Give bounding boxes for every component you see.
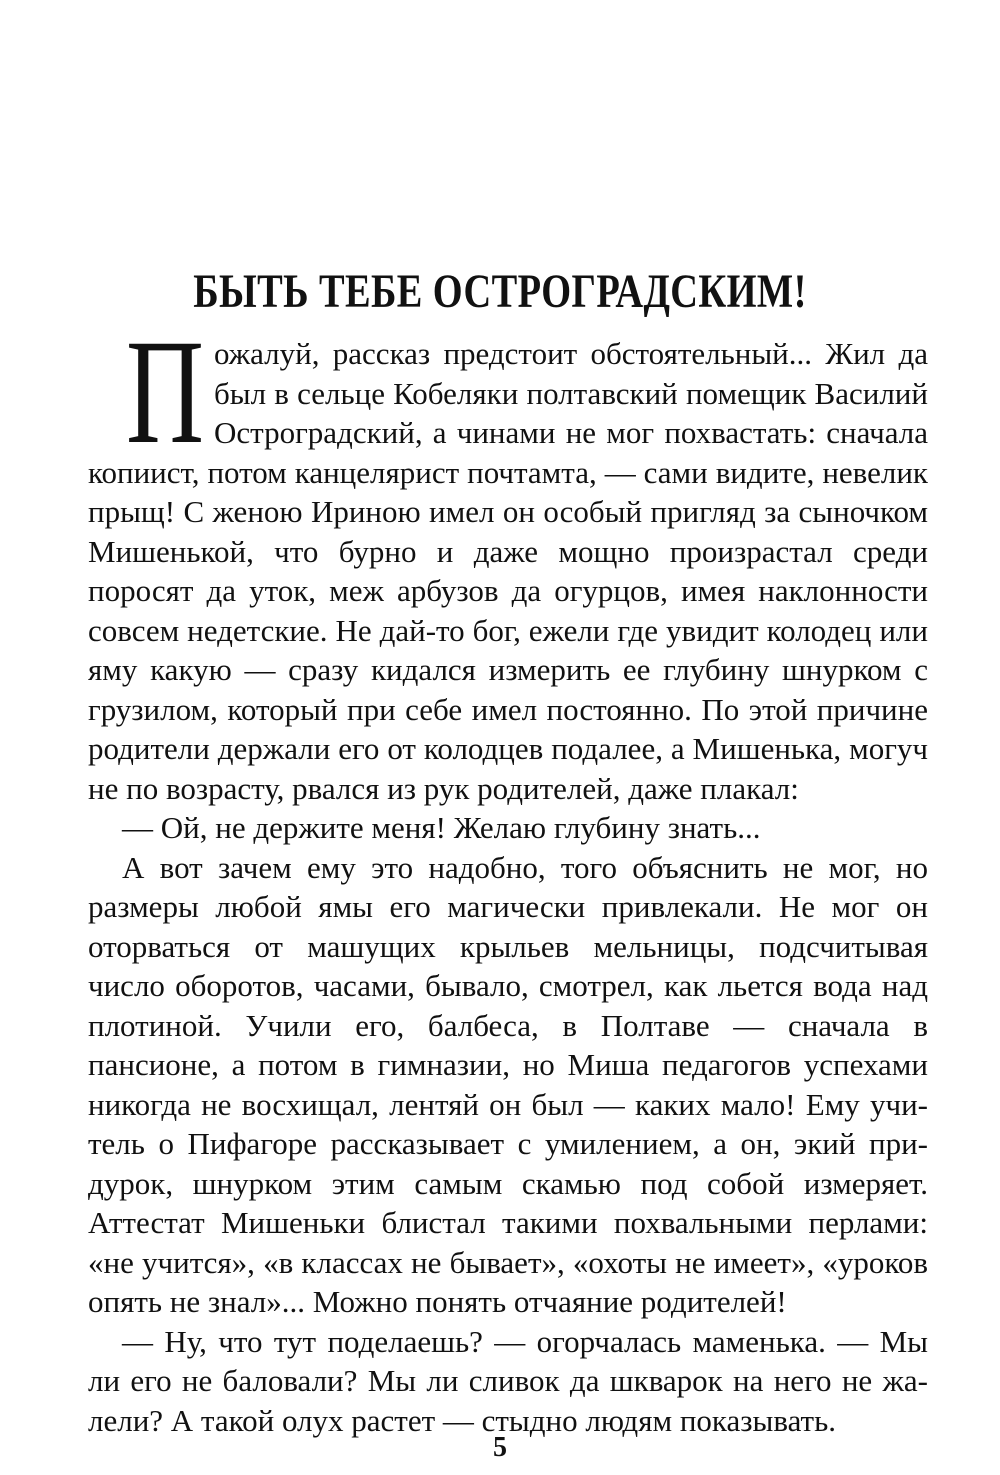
paragraph-2: — Ой, не держите меня! Желаю глубину знать... — [122, 810, 761, 845]
body-text — [88, 309, 928, 1440]
paragraph-1 — [88, 309, 928, 808]
paragraph-1-text: ожалуй, рассказ предстоит обстоятельный... Жил да был в сельце Кобеляки полтавский помещик Василий Остроградский, а чинами не мог похвастать: сначала копиист, потом канцелярист почтамта, — сами видите, невелик прыщ! С женою Ириною имел он особый пригляд за сыночком Мишенькой, что бурно и даже мощно произрастал среди поросят да уток, меж арбузов да огурцов, имея наклонности совсем недетские. Не дай-то бог, ежели где увидит колодец или яму какую — сразу кидался измерить ее глубину шнурком с грузилом, который при себе имел постоянно. По этой причине родители держали его от колодцев подалее, а Мишенька, могуч не по возрасту, рвался из рук родителей, даже плакал: — [88, 336, 928, 806]
page-number: 5 — [493, 1432, 507, 1463]
paragraph-4: — Ну, что тут поделаешь? — огорчалась маменька. — Мы ли его не баловали? Мы ли сливок да шкварок на него не жалели? А такой олух растет — стыдно людям показывать. — [88, 1323, 928, 1438]
drop-cap-letter: П — [126, 309, 204, 475]
paragraph-3: А вот зачем ему это надобно, того объяснить не мог, но размеры любой ямы его магически привлекали. Не мог он оторваться от машущих крыльев мельницы, подсчитывая число оборотов, часами, бывало, смотрел, как льется вода над плотиной. Учили его, балбеса, в Полтаве — сначала в пансионе, а потом в гимназии, но Миша педагогов успехами никогда не восхищал, лентяй он был — каких мало! Ему учитель о Пифагоре рассказывает с умилением, а он, экий придурок, шнурком этим самым скамью под собой измеряет. Аттестат Мишеньки блистал такими похвальными перлами: «не учится», «в классах не бывает», «охоты не имеет», «уроков опять не знал»... Можно понять отчаяние родителей! — [88, 849, 928, 1319]
chapter-title: БЫТЬ ТЕБЕ ОСТРОГРАДСКИМ! — [193, 265, 807, 318]
